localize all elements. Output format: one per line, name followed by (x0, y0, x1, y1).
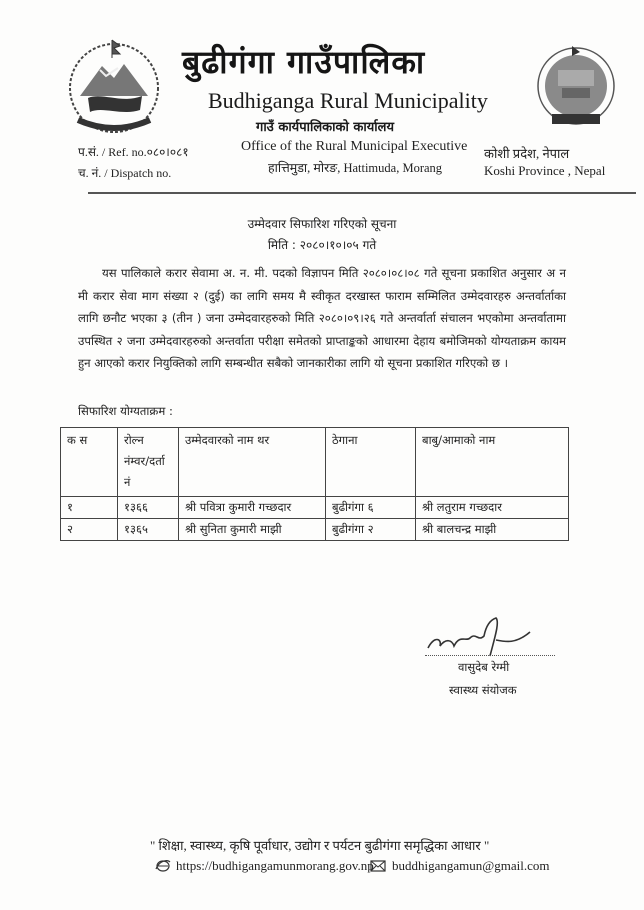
table-row (61, 519, 569, 541)
dispatch-number: च. नं. / Dispatch no. (78, 166, 172, 180)
office-name-nepali: गाउँ कार्यपालिकाको कार्यालय (256, 120, 394, 135)
signer-name: वासुदेब रेग्मी (458, 660, 510, 674)
cell-parent-name: श्री बालचन्द्र माझी (416, 519, 569, 541)
recommendation-rank-label: सिफारिश योग्यताक्रम : (78, 404, 173, 418)
header-candidate-name: उम्मेदवारको नाम थर (179, 428, 326, 497)
notice-title: उम्मेदवार सिफारिश गरिएको सूचना (247, 217, 397, 231)
table-row (61, 497, 569, 519)
municipality-seal-logo (528, 44, 624, 134)
footer-website[interactable] (155, 858, 374, 874)
cell-address: बुढीगंगा २ (326, 519, 416, 541)
cell-candidate-name: श्री पवित्रा कुमारी गच्छदार (179, 497, 326, 519)
signer-title: स्वास्थ्य संयोजक (449, 683, 517, 697)
header-parent-name: बाबु/आमाको नाम (416, 428, 569, 497)
handwritten-signature (420, 612, 540, 658)
signature-line (425, 655, 555, 656)
municipality-title-nepali: बुढीगंगा गाउँपालिका (182, 43, 426, 81)
reference-number: प.सं. / Ref. no.०८०।०८१ (78, 145, 189, 159)
website-link[interactable]: https://budhigangamunmorang.gov.np (176, 858, 374, 873)
cell-candidate-name: श्री सुनिता कुमारी माझी (179, 519, 326, 541)
notice-date: मिति : २०८०।१०।०५ गते (267, 238, 377, 252)
header-serial: क स (61, 428, 118, 497)
footer-email[interactable] (370, 858, 549, 874)
office-address: हात्तिमुडा, मोरङ, Hattimuda, Morang (268, 161, 443, 175)
municipality-title-english: Budhiganga Rural Municipality (208, 88, 488, 113)
header-divider (88, 192, 636, 194)
header-roll-number: रोल्न नंम्वर/दर्ता नं (118, 428, 179, 497)
cell-roll-number: १३६६ (118, 497, 179, 519)
header-address: ठेगाना (326, 428, 416, 497)
nepal-emblem-logo (62, 36, 166, 136)
notice-body: यस पालिकाले करार सेवामा अ. न. मी. पदको विज्ञापन मिति २०८०।०८।०८ गते सूचना प्रकाशित अनुसार अ न मी करार सेवा माग संख्या २ (दुई) का लागि समय मै स्वीकृत दरखास्त फाराम सम्मिलित उम्मेदवारहरु अन्तर्वार्ताका लागि छनौट भएका ३ (तीन ) जना उम्मेदवारहरुको मिति २०८०।०९।२६ गते अन्तर्वार्ता संचालन भएकोमा अन्तर्वातामा उपस्थित २ जना उम्मेदवारहरुको अन्तर्वाता परीक्षा समेतको प्राप्ताङ्कको आधारमा देहाय बमोजिमको योग्यताक्रम कायम हुन आएको करार नियुक्तिको लागि सम्बन्धीत सबैको जानकारीका लागि यो सूचना प्रकाशित गरिएको छ । (78, 266, 566, 370)
cell-serial: १ (61, 497, 118, 519)
envelope-icon (370, 860, 386, 872)
office-name-english: Office of the Rural Municipal Executive (241, 139, 468, 154)
table-header-row (61, 428, 569, 497)
candidate-table (60, 427, 569, 541)
cell-serial: २ (61, 519, 118, 541)
cell-parent-name: श्री लतुराम गच्छदार (416, 497, 569, 519)
province-nepali: कोशी प्रदेश, नेपाल (484, 146, 570, 161)
ie-globe-icon (155, 859, 171, 873)
province-english: Koshi Province , Nepal (484, 163, 606, 178)
cell-address: बुढीगंगा ६ (326, 497, 416, 519)
footer-motto: " शिक्षा, स्वास्थ्य, कृषि पूर्वाधार, उद्योग र पर्यटन बुढीगंगा समृद्धिका आधार " (150, 838, 490, 853)
cell-roll-number: १३६५ (118, 519, 179, 541)
email-link[interactable]: buddhigangamun@gmail.com (392, 858, 550, 873)
